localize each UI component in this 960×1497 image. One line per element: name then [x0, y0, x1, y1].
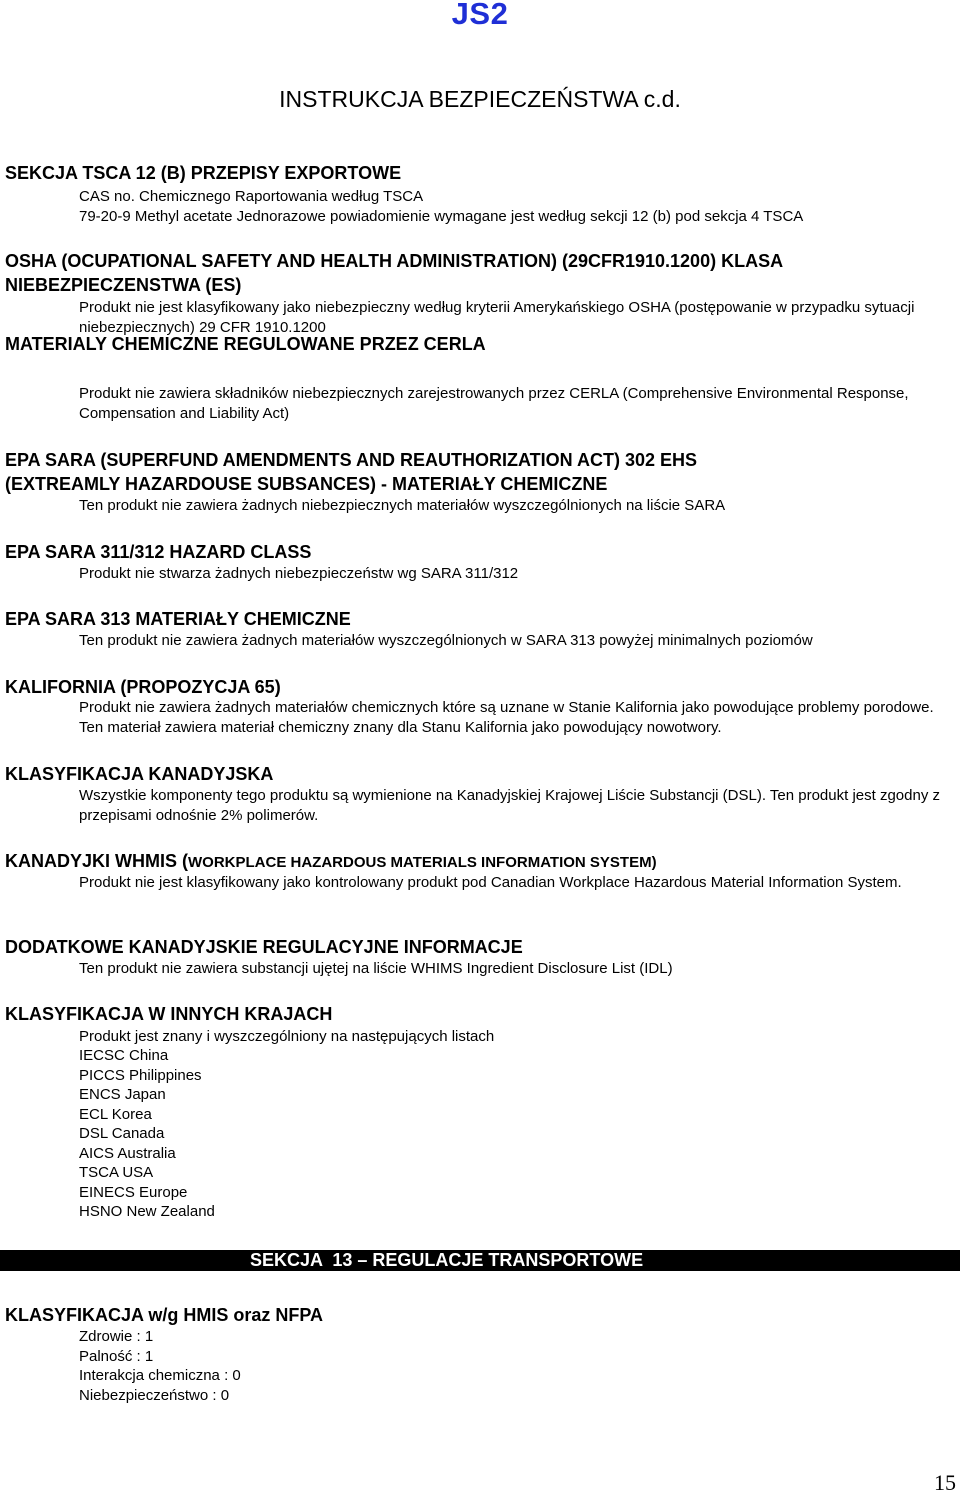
canada-extra-text: Ten produkt nie zawiera substancji ujętej na liście WHIMS Ingredient Disclosure List (IDL) [79, 960, 673, 977]
page-number: 15 [934, 1470, 956, 1495]
hmis-list [79, 1327, 241, 1405]
list-item: Palność : 1 [79, 1347, 154, 1365]
list-item: ECL Korea [79, 1105, 152, 1123]
list-item: EINECS Europe [79, 1183, 188, 1201]
osha-text: Produkt nie jest klasyfikowany jako niebezpieczny według kryterii Amerykańskiego OSHA (postępowanie w przypadku sytuacji niebezpiecznych) 29 CFR 1910.1200 [79, 299, 915, 336]
cerla-text: Produkt nie zawiera składników niebezpiecznych zarejestrowanych przez CERLA (Comprehensive Environmental Response, Compensation and Liability Act) [79, 385, 909, 422]
list-item: Niebezpieczeństwo : 0 [79, 1386, 230, 1404]
section-13-bar [0, 1250, 960, 1271]
list-item: IECSC China [79, 1047, 169, 1064]
list-item: Interakcja chemiczna : 0 [79, 1367, 241, 1384]
document-title: INSTRUKCJA BEZPIECZEŃSTWA c.d. [279, 86, 681, 112]
sara302-text: Ten produkt nie zawiera żadnych niebezpiecznych materiałów wyszczególnionych na liście SARA [79, 497, 726, 514]
tsca-line-2: 79-20-9 Methyl acetate Jednorazowe powiadomienie wymagane jest według sekcji 12 (b) pod sekcja 4 TSCA [79, 208, 804, 225]
other-countries-heading: KLASYFIKACJA W INNYCH KRAJACH [5, 1004, 333, 1024]
california-text: Produkt nie zawiera żadnych materiałów chemicznych które są uznane w Stanie Kalifornia jako powodujące problemy porodowe. Ten materiał zawiera materiał chemiczny znany dla Stanu Kalifornia jako powodujący nowotwory. [79, 699, 934, 736]
brand-logo-text: JS2 [451, 0, 509, 31]
country-list [79, 1046, 215, 1222]
list-item: Zdrowie : 1 [79, 1328, 154, 1345]
california-heading: KALIFORNIA (PROPOZYCJA 65) [5, 677, 281, 697]
whmis-heading [5, 850, 657, 874]
section-13-title: SEKCJA 13 – REGULACJE TRANSPORTOWE [250, 1250, 644, 1270]
canada-extra-heading: DODATKOWE KANADYJSKIE REGULACYJNE INFORMACJE [5, 937, 523, 957]
whmis-heading-tail: WORKPLACE HAZARDOUS MATERIALS INFORMATION SYSTEM) [188, 854, 657, 871]
list-item: ENCS Japan [79, 1086, 166, 1103]
other-countries-intro: Produkt jest znany i wyszczególniony na następujących listach [79, 1028, 495, 1045]
osha-heading-line-1: OSHA (OCUPATIONAL SAFETY AND HEALTH ADMINISTRATION) (29CFR1910.1200) KLASA [5, 251, 784, 271]
sara302-heading-line-1: EPA SARA (SUPERFUND AMENDMENTS AND REAUTHORIZATION ACT) 302 EHS [5, 450, 698, 470]
sara302-heading-line-2: (EXTREAMLY HAZARDOUSE SUBSANCES) - MATERIAŁY CHEMICZNE [5, 474, 608, 494]
sara311-text: Produkt nie stwarza żadnych niebezpieczeństw wg SARA 311/312 [79, 565, 519, 582]
whmis-text: Produkt nie jest klasyfikowany jako kontrolowany produkt pod Canadian Workplace Hazardous Material Information System. [79, 874, 902, 891]
tsca-heading: SEKCJA TSCA 12 (B) PRZEPISY EXPORTOWE [5, 163, 402, 183]
cerla-heading: MATERIALY CHEMICZNE REGULOWANE PRZEZ CERLA [5, 334, 486, 354]
list-item: DSL Canada [79, 1125, 165, 1142]
list-item: HSNO New Zealand [79, 1203, 215, 1220]
canada-text: Wszystkie komponenty tego produktu są wymienione na Kanadyjskiej Krajowej Liście Substancji (DSL). Ten produkt jest zgodny z przepisami odnośnie 2% polimerów. [79, 787, 940, 824]
osha-heading-line-2: NIEBEZPIECZENSTWA (ES) [5, 275, 242, 295]
tsca-line-1: CAS no. Chemicznego Raportowania według TSCA [79, 188, 424, 205]
list-item: AICS Australia [79, 1144, 176, 1162]
sara313-text: Ten produkt nie zawiera żadnych materiałów wyszczególnionych w SARA 313 powyżej minimalnych poziomów [79, 632, 813, 649]
list-item: TSCA USA [79, 1164, 154, 1181]
sara313-heading: EPA SARA 313 MATERIAŁY CHEMICZNE [5, 609, 351, 629]
hmis-heading: KLASYFIKACJA w/g HMIS oraz NFPA [5, 1305, 324, 1325]
list-item: PICCS Philippines [79, 1066, 202, 1084]
whmis-heading-main: KANADYJKI WHMIS ( [5, 851, 188, 871]
canada-heading: KLASYFIKACJA KANADYJSKA [5, 764, 274, 784]
sara311-heading: EPA SARA 311/312 HAZARD CLASS [5, 542, 312, 562]
